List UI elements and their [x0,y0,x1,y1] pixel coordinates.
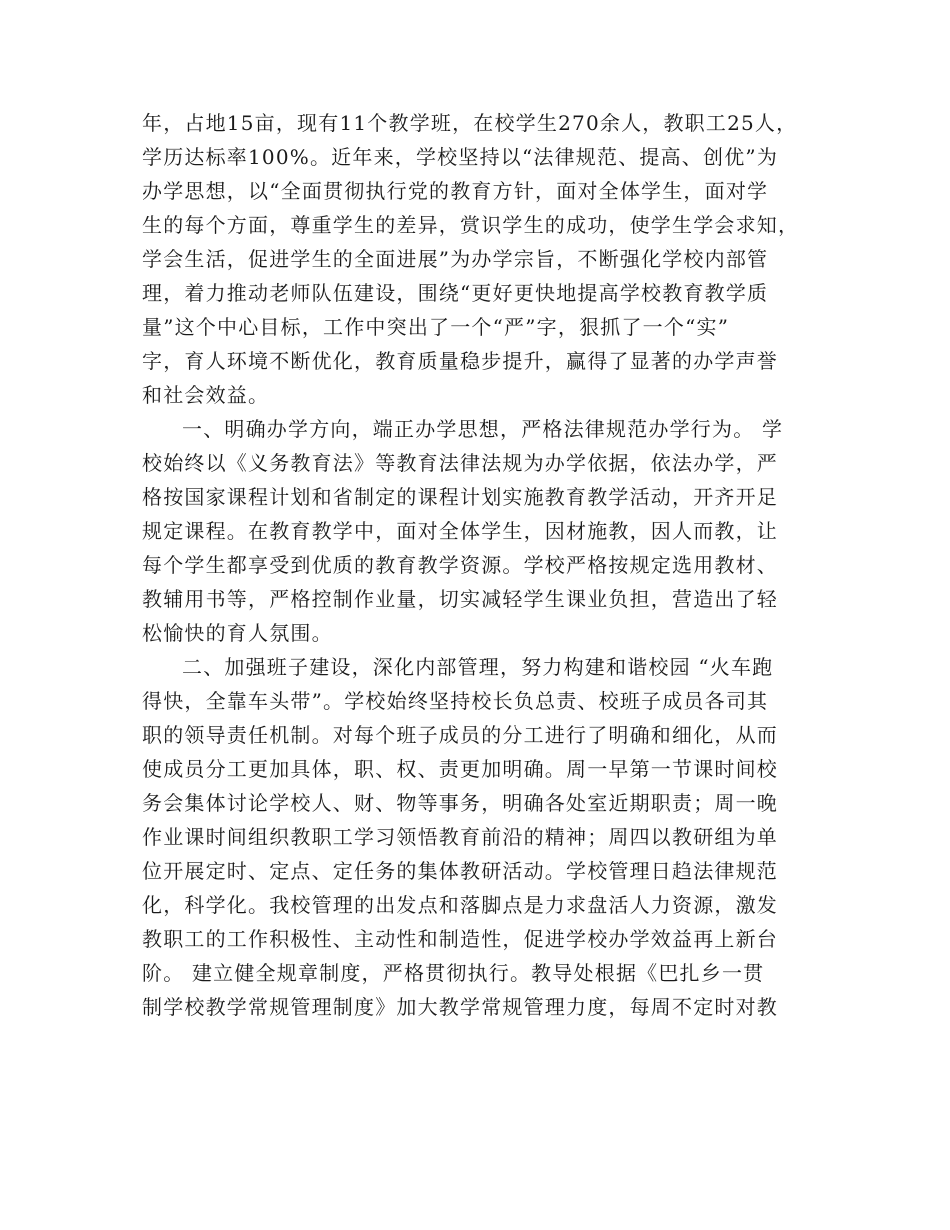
body-text [142,106,807,1024]
text-line: 得快，全靠车头带”。学校始终坚持校长负总责、校班子成员各司其 [142,689,769,713]
text-line: 职的领导责任机制。对每个班子成员的分工进行了明确和细化，从而 [142,723,778,747]
text-line: 使成员分工更加具体，职、权、责更加明确。周一早第一节课时间校 [142,757,778,781]
paragraph-section-one [142,412,807,650]
text-line: 松愉快的育人氛围。 [142,621,333,645]
text-line: 量”这个中心目标，工作中突出了一个“严”字，狠抓了一个“实” [142,315,730,339]
text-line: 学历达标率100%。近年来，学校坚持以“法律规范、提高、创优”为 [142,145,779,169]
text-line: 和社会效益。 [142,383,270,407]
text-line: 字，育人环境不断优化，教育质量稳步提升，赢得了显著的办学声誉 [142,349,778,373]
text-line: 位开展定时、定点、定任务的集体教研活动。学校管理日趋法律规范 [142,859,778,883]
text-line: 教职工的工作积极性、主动性和制造性，促进学校办学效益再上新台 [142,927,778,951]
text-line: 务会集体讨论学校人、财、物等事务，明确各处室近期职责；周一晚 [142,791,778,815]
text-line: 每个学生都享受到优质的教育教学资源。学校严格按规定选用教材、 [142,553,778,577]
text-line: 二、加强班子建设，深化内部管理，努力构建和谐校园 “火车跑 [182,655,774,679]
text-line: 制学校教学常规管理制度》加大教学常规管理力度，每周不定时对教 [142,995,778,1019]
text-line: 规定课程。在教育教学中，面对全体学生，因材施教，因人而教，让 [142,519,778,543]
text-line: 格按国家课程计划和省制定的课程计划实施教育教学活动，开齐开足 [142,485,778,509]
text-line: 办学思想，以“全面贯彻执行党的教育方针，面对全体学生，面对学 [142,179,769,203]
text-line: 教辅用书等，严格控制作业量，切实减轻学生课业负担，营造出了轻 [142,587,778,611]
paragraph-intro [142,106,807,412]
text-line: 化，科学化。我校管理的出发点和落脚点是力求盘活人力资源，激发 [142,893,778,917]
text-line: 年，占地15亩，现有11个教学班，在校学生270余人，教职工25人， [142,111,798,135]
text-line: 理，着力推动老师队伍建设，围绕“更好更快地提高学校教育教学质 [142,281,769,305]
text-line: 作业课时间组织教职工学习领悟教育前沿的精神；周四以教研组为单 [142,825,778,849]
text-line: 校始终以《义务教育法》等教育法律法规为办学依据，依法办学，严 [142,451,778,475]
paragraph-section-two [142,650,807,1024]
text-line: 一、明确办学方向，端正办学思想，严格法律规范办学行为。 学 [182,417,784,441]
text-line: 阶。 建立健全规章制度，严格贯彻执行。教导处根据《巴扎乡一贯 [142,961,765,985]
text-line: 学会生活，促进学生的全面进展”为办学宗旨，不断强化学校内部管 [142,247,769,271]
text-line: 生的每个方面，尊重学生的差异，赏识学生的成功，使学生学会求知， [142,213,800,237]
